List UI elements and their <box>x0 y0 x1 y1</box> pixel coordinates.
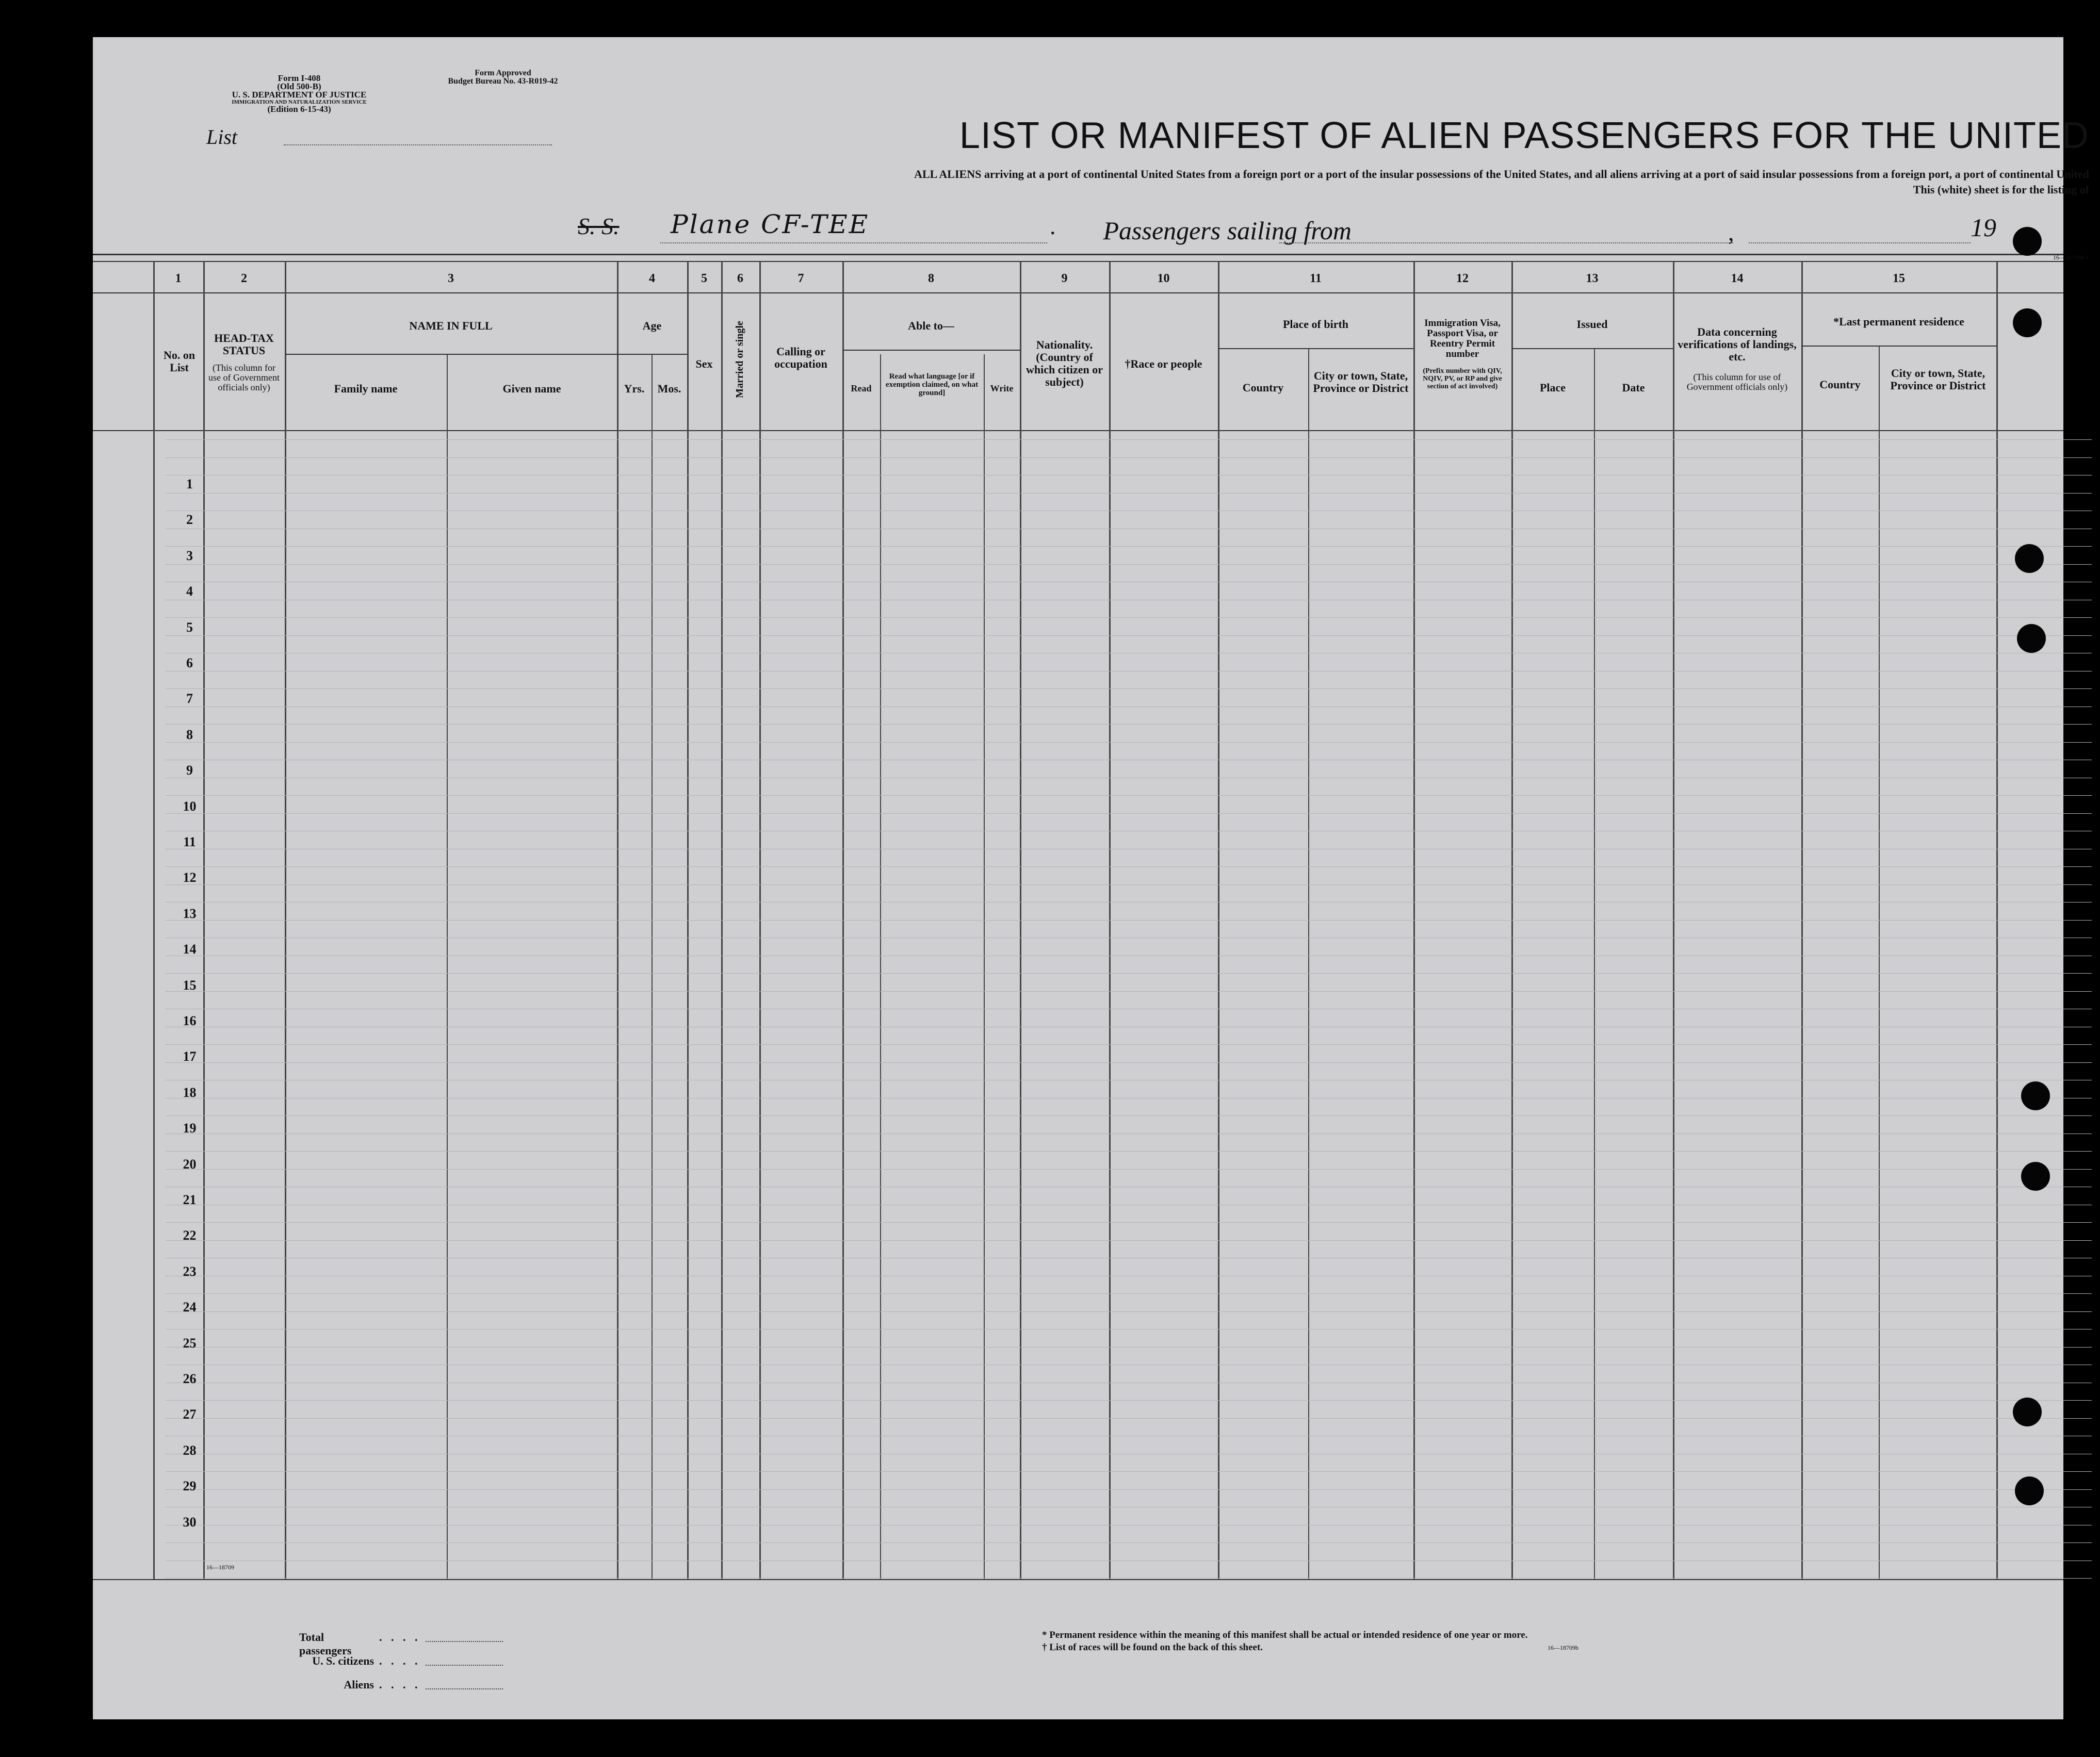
header-verifications: Data concerning verifications of landings, etc. <box>1678 325 1797 363</box>
colnum-1: 1 <box>175 272 182 285</box>
row-number: 29 <box>183 1479 197 1493</box>
form-old-number: (Old 500-B) <box>277 81 321 91</box>
row-number: 15 <box>183 978 197 993</box>
row-number: 1 <box>186 477 193 491</box>
colnum-2: 2 <box>241 272 247 285</box>
total-passengers-label: Total passengers <box>299 1631 352 1657</box>
us-citizens-dots: . . . . <box>379 1654 421 1667</box>
table-top-border <box>93 254 2063 255</box>
header-issued-date: Date <box>1622 381 1645 394</box>
row-number: 27 <box>183 1407 197 1422</box>
list-label: List <box>206 125 238 149</box>
header-able-to: Able to— <box>908 319 954 332</box>
header-name-in-full: NAME IN FULL <box>409 319 493 332</box>
header-issued-place: Place <box>1539 381 1566 394</box>
header-calling: Calling or occupation <box>774 345 827 370</box>
sailing-label: Passengers sailing from <box>1103 216 1352 245</box>
header-race: †Race or people <box>1125 357 1202 370</box>
subtitle-line-2: This (white) sheet is for the listing of <box>1913 183 2089 196</box>
row-number: 23 <box>183 1264 197 1279</box>
colnum-7: 7 <box>797 272 804 285</box>
top-code: 16—18709b-1 <box>2053 254 2089 261</box>
department-name: U. S. DEPARTMENT OF JUSTICE <box>232 90 367 100</box>
total-passengers-row <box>299 1631 557 1657</box>
form-id-block <box>186 74 413 113</box>
colnum-3: 3 <box>448 272 454 285</box>
total-passengers-dots: . . . . <box>379 1631 421 1644</box>
row-number: 6 <box>186 655 193 670</box>
header-visa-note: (Prefix number with QIV, NQIV, PV, or RP and give section of act involved) <box>1423 367 1502 390</box>
header-write: Write <box>990 383 1014 393</box>
header-residence-city: City or town, State, Province or District <box>1890 367 1986 392</box>
header-verifications-note: (This column for use of Government officials only) <box>1686 372 1788 392</box>
colnum-13: 13 <box>1586 272 1599 285</box>
colnum-11: 11 <box>1310 272 1322 285</box>
row-number: 21 <box>183 1192 197 1207</box>
header-place-of-birth: Place of birth <box>1282 318 1349 331</box>
punch-hole <box>2015 1476 2044 1505</box>
header-bottom-border <box>93 430 2063 431</box>
punch-hole <box>2015 544 2044 573</box>
approval-line-2: Budget Bureau No. 43-R019-42 <box>448 77 558 86</box>
form-number: Form I-408 <box>278 73 321 83</box>
row-number: 11 <box>183 834 196 849</box>
header-birth-city: City or town, State, Province or District <box>1313 369 1409 395</box>
row-number: 28 <box>183 1443 197 1458</box>
header-no-on-list: No. on List <box>163 349 196 374</box>
row-number: 10 <box>183 799 197 814</box>
colnum-4: 4 <box>649 272 655 285</box>
row-number: 20 <box>183 1157 197 1172</box>
row-number: 18 <box>183 1085 197 1100</box>
manifest-sheet <box>93 37 2089 1719</box>
c8-subline <box>842 350 1020 351</box>
colnum-divider <box>93 292 2063 293</box>
header-issued: Issued <box>1576 318 1608 331</box>
c4-subline <box>617 354 687 355</box>
header-age: Age <box>642 319 662 332</box>
colnum-5: 5 <box>701 272 707 285</box>
colnum-15: 15 <box>1893 272 1905 285</box>
vessel-prefix: S. S. <box>578 213 620 239</box>
totals-block <box>299 1631 557 1702</box>
punch-hole <box>2021 1081 2050 1110</box>
row-number: 17 <box>183 1049 197 1064</box>
header-read-language: Read what language [or if exemption claimed, on what ground] <box>885 372 979 397</box>
vessel-handwritten: Plane CF-TEE <box>671 209 870 239</box>
row-number: 4 <box>186 584 193 599</box>
header-sex: Sex <box>695 357 713 370</box>
colnum-12: 12 <box>1456 272 1469 285</box>
c11-subline <box>1218 348 1413 349</box>
row-number: 30 <box>183 1515 197 1530</box>
subtitle-line-1: ALL ALIENS arriving at a port of continental United States from a foreign port or a port of the insular possessions of the United States, and all aliens arriving at a port of said insular possessions from a foreign port, a port of continental United <box>914 168 2089 180</box>
row-number: 7 <box>186 691 193 706</box>
footnote-2: † List of races will be found on the back of this sheet. <box>1042 1642 1263 1653</box>
sailing-date-line[interactable] <box>1749 242 1971 243</box>
c13-subline <box>1511 348 1673 349</box>
c15-subline <box>1801 346 1996 347</box>
row-number: 3 <box>186 548 193 563</box>
us-citizens-label: U. S. citizens <box>312 1654 374 1667</box>
row-number: 26 <box>183 1371 197 1386</box>
c3-subline <box>285 354 617 355</box>
header-residence-country: Country <box>1819 378 1861 391</box>
row-number: 22 <box>183 1228 197 1243</box>
vessel-period: . <box>1050 213 1056 239</box>
table-bottom-border <box>93 1579 2063 1580</box>
header-read: Read <box>851 383 872 393</box>
footnote-1: * Permanent residence within the meaning of this manifest shall be actual or intended residence of one year or more. <box>1042 1630 1528 1640</box>
us-citizens-field[interactable] <box>426 1665 503 1666</box>
colnum-14: 14 <box>1731 272 1744 285</box>
punch-hole <box>2017 624 2046 653</box>
header-family-name: Family name <box>334 382 398 395</box>
year-prefix: 19 <box>1971 213 1996 242</box>
aliens-label: Aliens <box>344 1678 374 1691</box>
approval-line-1: Form Approved <box>475 69 531 77</box>
table-top-border-2 <box>93 261 2063 262</box>
us-citizens-row <box>299 1654 557 1678</box>
row-number: 19 <box>183 1121 197 1136</box>
bottom-code-left: 16—18709 <box>206 1564 234 1571</box>
row-number: 24 <box>183 1300 197 1315</box>
footnote-code: 16—18709b <box>1548 1644 1578 1651</box>
aliens-dots: . . . . <box>379 1678 421 1691</box>
header-age-yrs: Yrs. <box>624 382 645 395</box>
service-name: IMMIGRATION AND NATURALIZATION SERVICE <box>232 99 367 105</box>
colnum-9: 9 <box>1061 272 1068 285</box>
row-number: 25 <box>183 1336 197 1351</box>
aliens-field[interactable] <box>426 1688 503 1689</box>
row-number: 13 <box>183 906 197 921</box>
row-number: 12 <box>183 870 197 885</box>
sailing-port-line[interactable] <box>1279 242 1733 243</box>
header-head-tax-note: (This column for use of Government officials only) <box>208 363 280 392</box>
header-head-tax: HEAD-TAX STATUS <box>214 332 274 357</box>
row-number: 2 <box>186 512 193 527</box>
page-title: LIST OR MANIFEST OF ALIEN PASSENGERS FOR THE UNITED <box>959 115 2089 156</box>
header-nationality: Nationality. (Country of which citizen or subject) <box>1025 338 1103 388</box>
row-number: 16 <box>183 1013 197 1028</box>
punch-hole <box>2021 1162 2050 1191</box>
row-number: 5 <box>186 620 193 635</box>
punch-hole <box>2013 227 2042 256</box>
header-birth-country: Country <box>1242 381 1284 394</box>
row-number: 14 <box>183 942 197 957</box>
colnum-6: 6 <box>737 272 743 285</box>
form-edition: (Edition 6-15-43) <box>267 104 331 114</box>
header-visa-number: Immigration Visa, Passport Visa, or Reentry Permit number <box>1424 318 1501 359</box>
aliens-row <box>299 1678 557 1702</box>
header-married-single: Married or single <box>734 321 745 398</box>
header-age-mos: Mos. <box>657 382 681 395</box>
colnum-10: 10 <box>1157 272 1170 285</box>
row-number: 9 <box>186 763 193 778</box>
punch-hole <box>2013 1398 2042 1426</box>
punch-hole <box>2013 308 2042 337</box>
vessel-line[interactable] <box>660 242 1047 243</box>
comma: , <box>1728 219 1734 245</box>
total-passengers-field[interactable] <box>426 1641 503 1642</box>
colnum-8: 8 <box>928 272 934 285</box>
header-given-name: Given name <box>502 382 561 395</box>
row-number: 8 <box>186 727 193 742</box>
approval-block <box>418 69 588 86</box>
header-last-residence: *Last permanent residence <box>1833 315 1964 328</box>
list-number-line[interactable] <box>284 144 552 145</box>
